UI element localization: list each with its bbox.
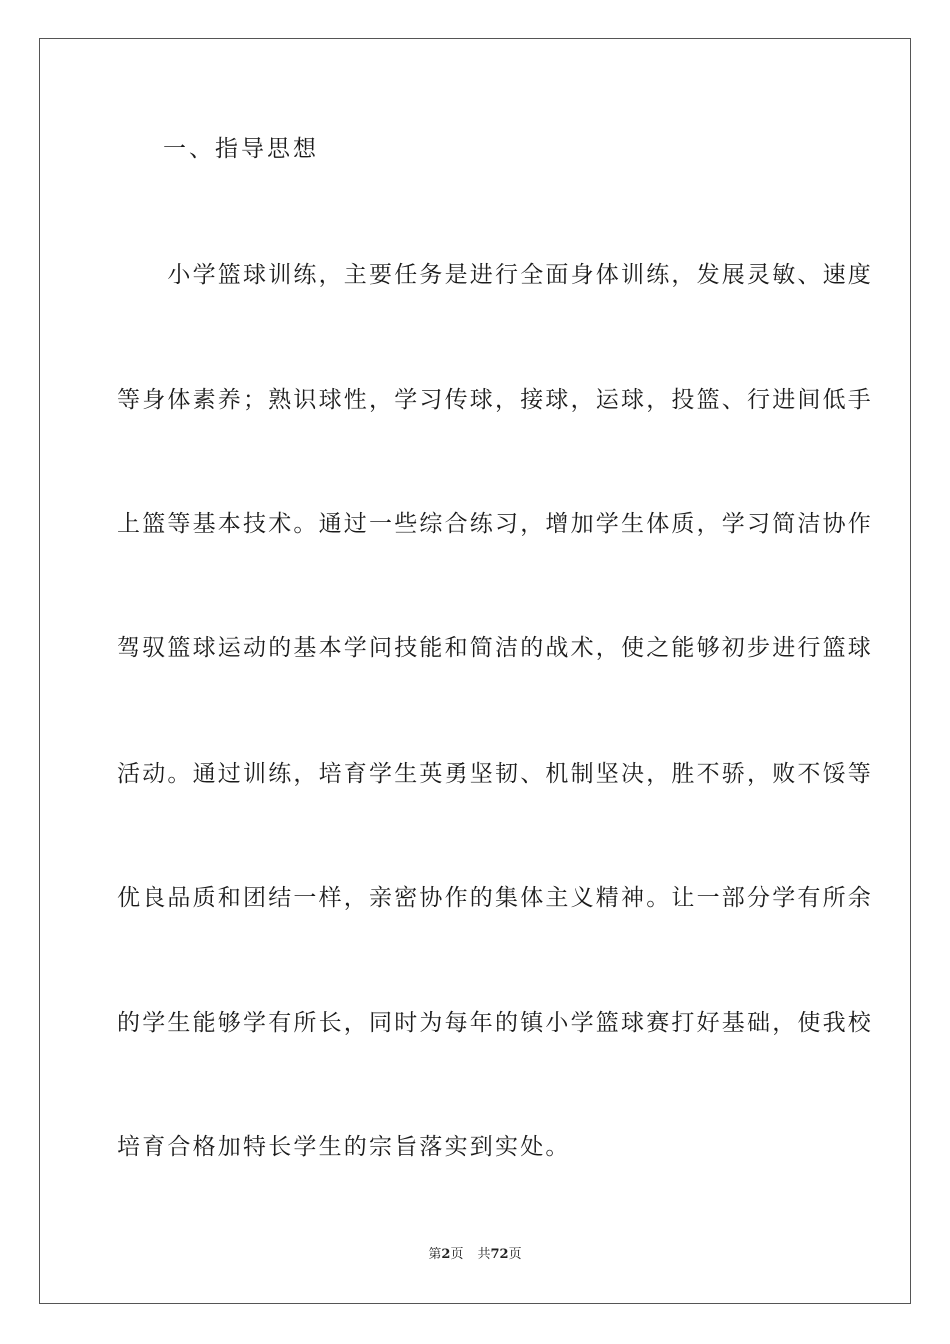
section-heading: 一、指导思想 [163,136,319,162]
body-line-2: 等身体素养；熟识球性，学习传球，接球，运球，投篮、行进间低手 [117,387,873,413]
body-line-6: 优良品质和团结一样，亲密协作的集体主义精神。让一部分学有所余 [117,885,873,911]
body-line-7: 的学生能够学有所长，同时为每年的镇小学篮球赛打好基础，使我校 [117,1010,873,1036]
footer-page-suffix: 页 [450,1247,464,1262]
body-line-5: 活动。通过训练，培育学生英勇坚韧、机制坚决，胜不骄，败不馁等 [117,761,873,787]
body-line-3: 上篮等基本技术。通过一些综合练习，增加学生体质，学习简洁协作 [117,511,873,537]
footer-page-prefix: 第 [428,1247,442,1262]
footer-page-number: 2 [441,1247,451,1262]
footer-total-suffix: 页 [508,1247,522,1262]
page-footer [0,1246,950,1264]
page-border [39,38,911,1304]
footer-total-pages: 72 [490,1247,509,1262]
body-line-8: 培育合格加特长学生的宗旨落实到实处。 [117,1134,571,1160]
body-line-1: 小学篮球训练，主要任务是进行全面身体训练，发展灵敏、速度 [117,262,873,288]
body-line-4: 驾驭篮球运动的基本学问技能和简洁的战术，使之能够初步进行篮球 [117,635,873,661]
footer-total-prefix: 共 [477,1247,491,1262]
